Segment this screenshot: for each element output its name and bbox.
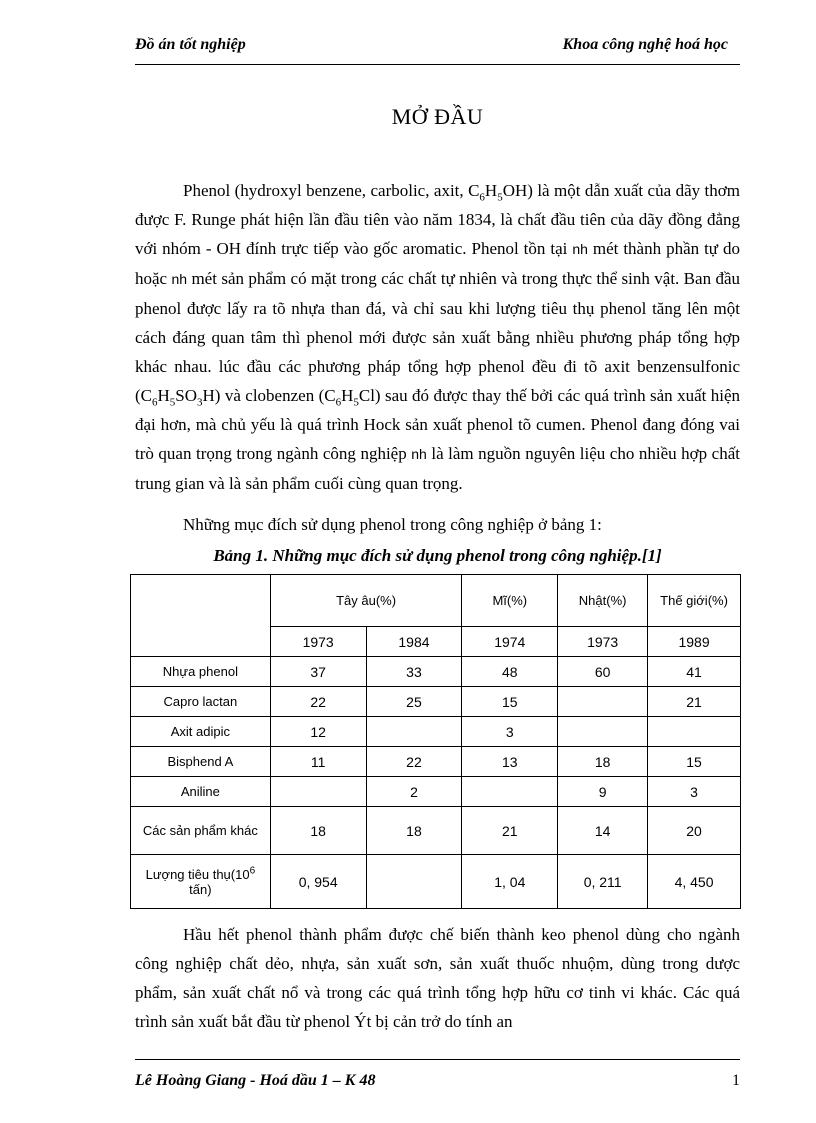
header-mi: Mĩ(%) xyxy=(462,575,558,627)
page-number: 1 xyxy=(732,1072,740,1089)
row-label: Capro lactan xyxy=(131,687,271,717)
value-cell xyxy=(366,855,462,909)
value-cell: 21 xyxy=(648,687,741,717)
table-row xyxy=(131,657,741,687)
year-cell: 1989 xyxy=(648,627,741,657)
year-cell: 1974 xyxy=(462,627,558,657)
value-cell: 25 xyxy=(366,687,462,717)
value-cell xyxy=(270,777,366,807)
value-cell xyxy=(558,717,648,747)
header-thegioi: Thế giới(%) xyxy=(648,575,741,627)
value-cell: 18 xyxy=(366,807,462,855)
year-cell: 1973 xyxy=(270,627,366,657)
header-left-text: Đồ án tốt nghiệp xyxy=(135,36,246,53)
row-label: Các sản phẩm khác xyxy=(131,807,271,855)
value-cell: 3 xyxy=(462,717,558,747)
value-cell: 2 xyxy=(366,777,462,807)
row-label: Axit adipic xyxy=(131,717,271,747)
page-title: MỞ ĐẦU xyxy=(391,104,484,129)
value-cell: 15 xyxy=(648,747,741,777)
table-row xyxy=(131,807,741,855)
nh-fragment: nh xyxy=(411,446,427,462)
nh-fragment: nh xyxy=(572,241,588,257)
value-cell: 1, 04 xyxy=(462,855,558,909)
value-cell: 15 xyxy=(462,687,558,717)
row-label: Aniline xyxy=(131,777,271,807)
value-cell: 48 xyxy=(462,657,558,687)
table-row xyxy=(131,747,741,777)
footer-divider xyxy=(135,1059,740,1060)
paragraph-intro: Phenol (hydroxyl benzene, carbolic, axit, $C_6H_5OH$) là một dẫn xuất của dãy thơm được F. Runge phát hiện lần đầu tiên vào năm 1834, là chất đầu tiên của dãy đồng đẳng với nhóm - OH đính trực tiếp vào gốc aromatic. Phenol tồn tại nh mét thành phần tự do hoặc nh mét sản phẩm có mặt trong các chất tự nhiên và trong thực thể sinh vật. Ban đầu phenol được lấy ra tõ nhựa than đá, và chỉ sau khi lượng tiêu thụ phenol tăng lên một cách đáng quan tâm thì phenol mới được sản xuất bằng nhiều phương pháp tổng hợp khác nhau. lúc đầu các phương pháp tổng hợp phenol đều đi tõ axit benzensulfonic $(C_6H_5SO_3H)$ và clobenzen $(C_6H_5Cl)$ sau đó được thay thế bởi các quá trình sản xuất hiện đại hơn, mà chủ yếu là quá trình Hock sản xuất phenol tõ cumen. Phenol đang đóng vai trò quan trọng trong ngành công nghiệp nh là làm nguồn nguyên liệu cho nhiều hợp chất trung gian và là sản phẩm cuối cùng quan trọng. xyxy=(135,181,741,493)
header-nhat: Nhật(%) xyxy=(558,575,648,627)
header-divider xyxy=(135,64,740,65)
header-tayau: Tây âu(%) xyxy=(270,575,462,627)
table-row-consumption xyxy=(131,855,741,909)
value-cell: 18 xyxy=(558,747,648,777)
row-label: Nhựa phenol xyxy=(131,657,271,687)
nh-fragment: nh xyxy=(171,271,188,287)
row-label: Bisphend A xyxy=(131,747,271,777)
usage-table xyxy=(130,574,741,909)
year-cell: 1973 xyxy=(558,627,648,657)
value-cell: 9 xyxy=(558,777,648,807)
value-cell: 22 xyxy=(270,687,366,717)
value-cell xyxy=(366,717,462,747)
paragraph-table-intro: Những mục đích sử dụng phenol trong công nghiệp ở bảng 1: xyxy=(183,515,602,534)
value-cell: 37 xyxy=(270,657,366,687)
page-header xyxy=(135,36,740,58)
value-cell: 12 xyxy=(270,717,366,747)
value-cell: 0, 211 xyxy=(558,855,648,909)
table-row xyxy=(131,717,741,747)
value-cell: 41 xyxy=(648,657,741,687)
footer-author: Lê Hoàng Giang - Hoá dầu 1 – K 48 xyxy=(135,1072,376,1089)
header-right-text: Khoa công nghệ hoá học xyxy=(562,36,728,53)
paragraph-applications: Hầu hết phenol thành phẩm được chế biến thành keo phenol dùng cho ngành công nghiệp chất dẻo, nhựa, sản xuất sơn, sản xuất thuốc nhuộm, dùng trong dược phẩm, sản xuất chất nổ và trong các quá trình tổng hợp hữu cơ tinh vi khác. Các quá trình sản xuất bắt đầu từ phenol Ýt bị cản trở do tính an xyxy=(135,925,740,1031)
value-cell: 4, 450 xyxy=(648,855,741,909)
value-cell xyxy=(558,687,648,717)
value-cell: 33 xyxy=(366,657,462,687)
table-caption: Bảng 1. Những mục đích sử dụng phenol trong công nghiệp.[1] xyxy=(213,546,662,565)
table-header-row xyxy=(131,575,741,627)
value-cell: 22 xyxy=(366,747,462,777)
value-cell: 60 xyxy=(558,657,648,687)
value-cell: 20 xyxy=(648,807,741,855)
value-cell: 11 xyxy=(270,747,366,777)
value-cell xyxy=(462,777,558,807)
value-cell xyxy=(648,717,741,747)
value-cell: 18 xyxy=(270,807,366,855)
year-cell: 1984 xyxy=(366,627,462,657)
table-row xyxy=(131,777,741,807)
table-row xyxy=(131,687,741,717)
value-cell: 3 xyxy=(648,777,741,807)
page-footer xyxy=(135,1072,740,1094)
value-cell: 0, 954 xyxy=(270,855,366,909)
value-cell: 13 xyxy=(462,747,558,777)
value-cell: 14 xyxy=(558,807,648,855)
header-empty-cell xyxy=(131,575,271,657)
value-cell: 21 xyxy=(462,807,558,855)
row-label: Lượng tiêu $thụ(10^6$ tấn) xyxy=(131,855,271,909)
